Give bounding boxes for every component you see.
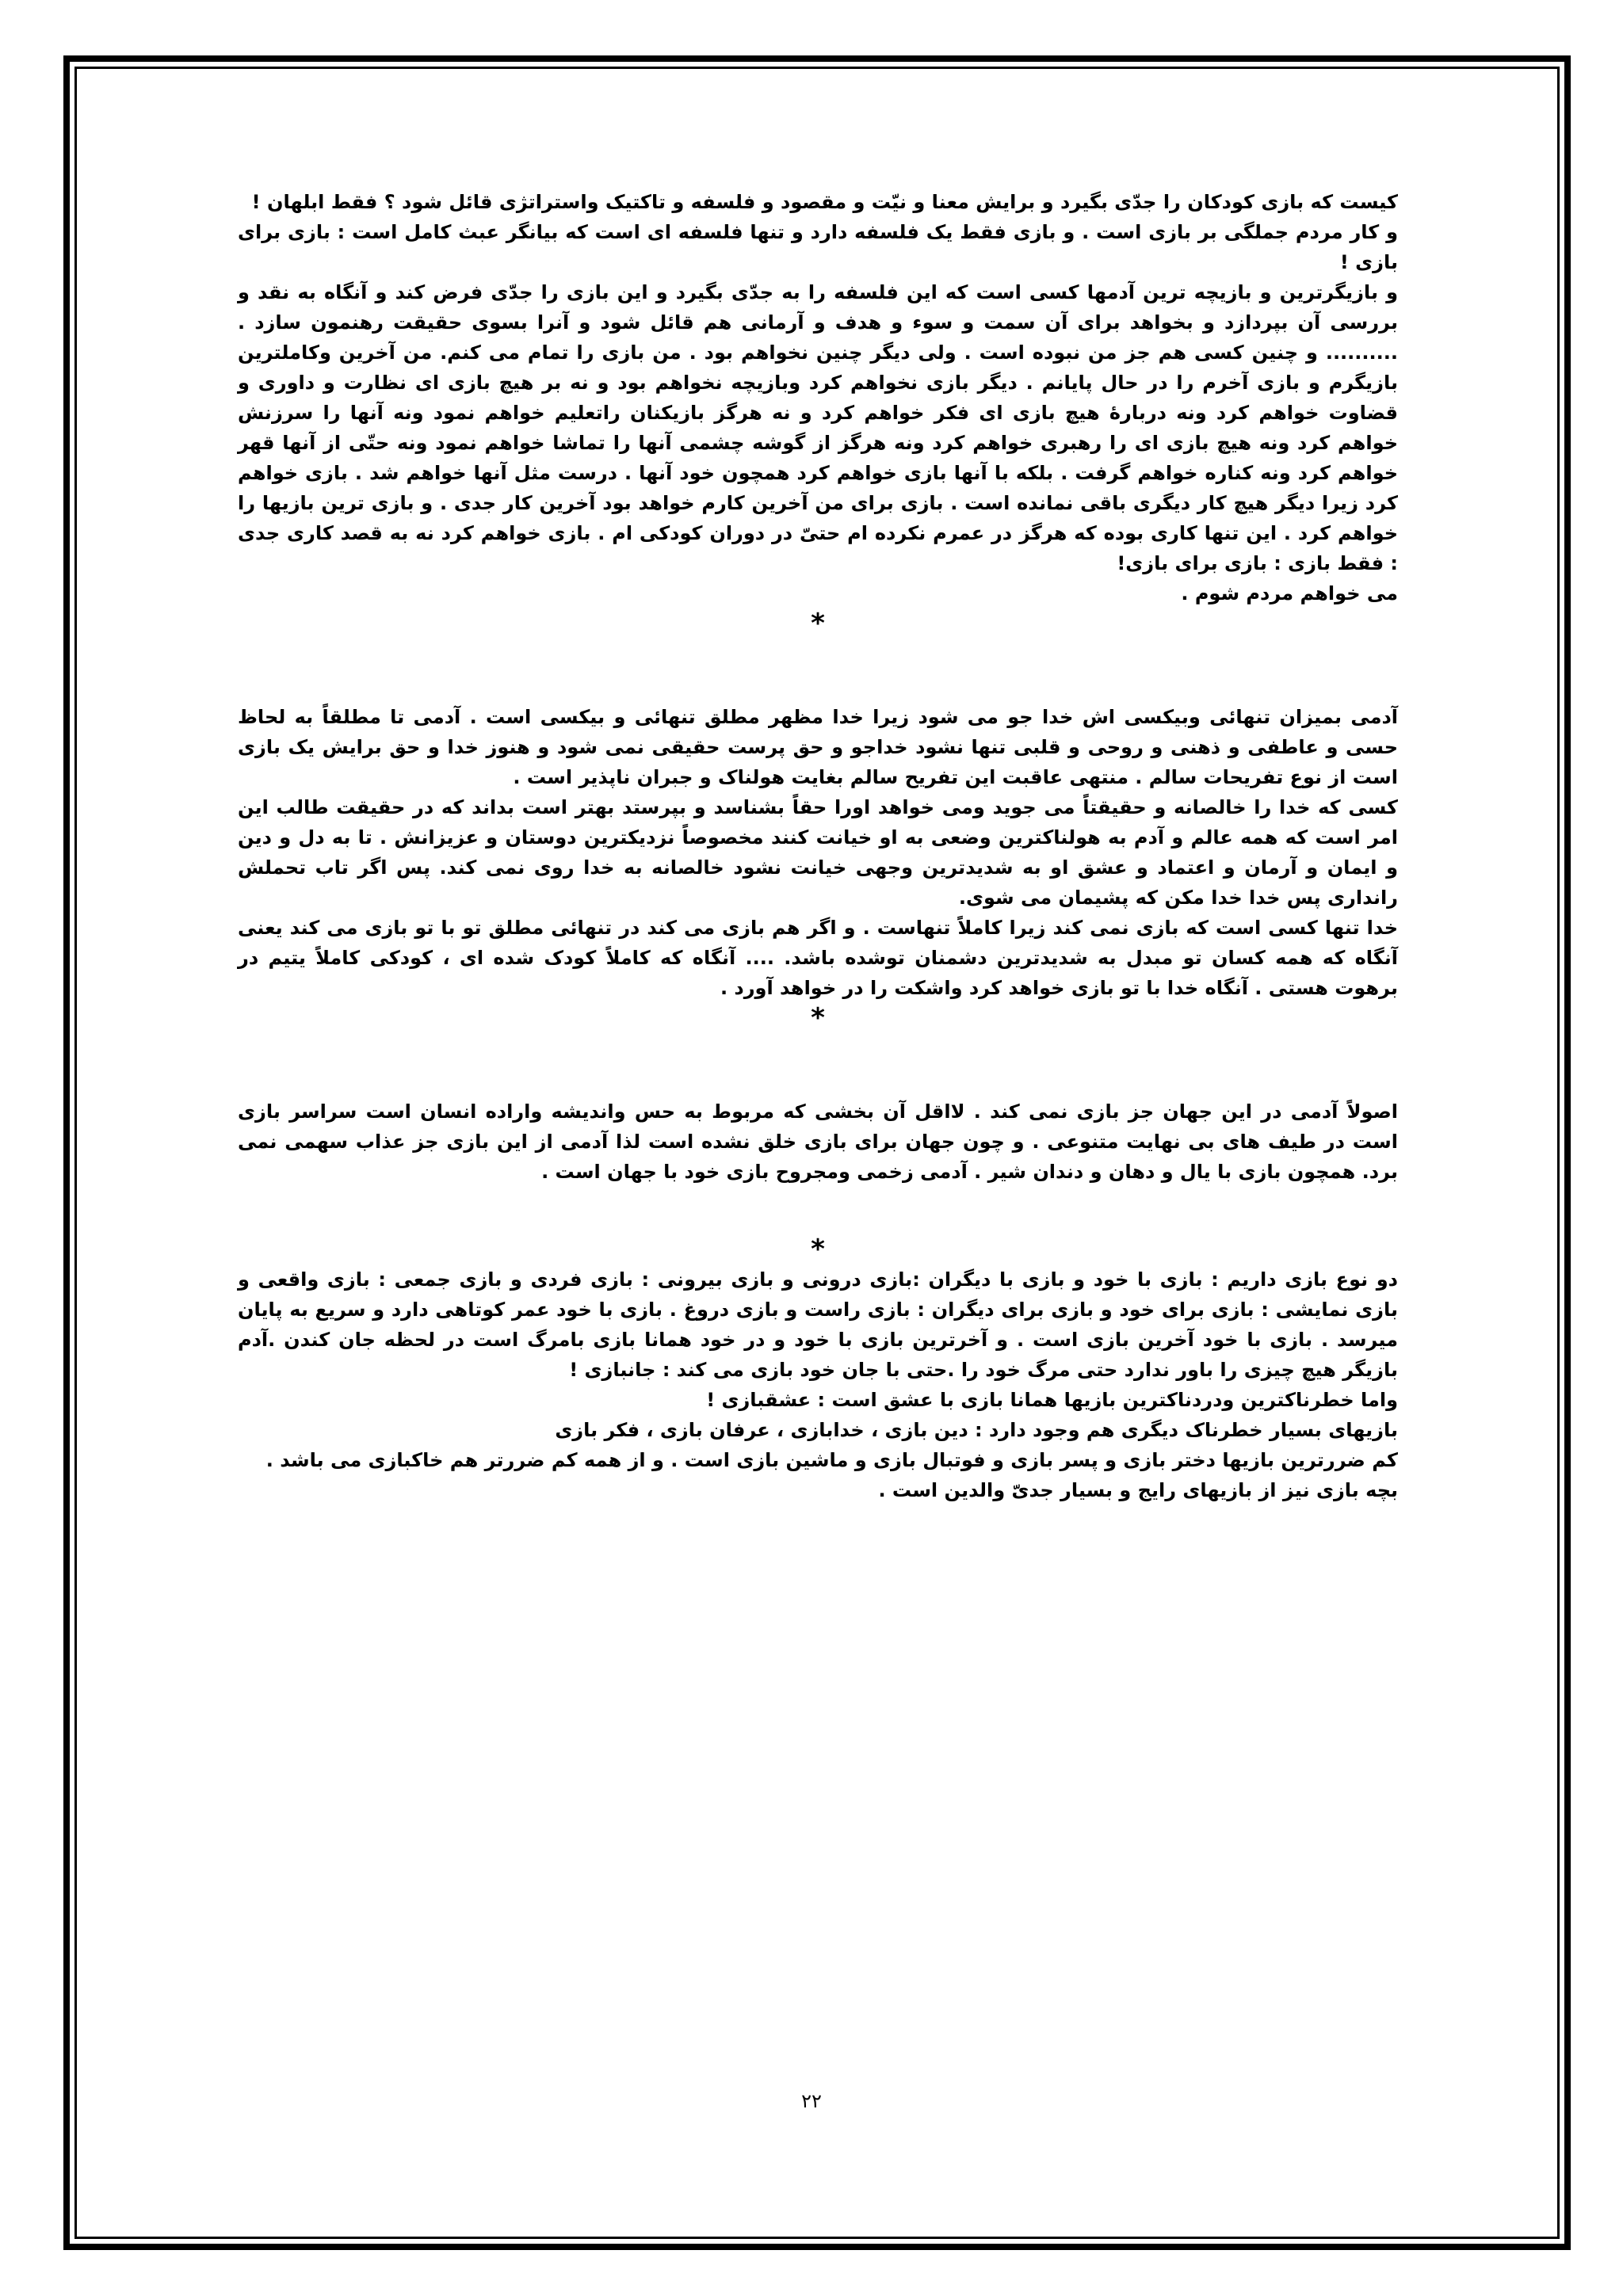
spacer [238, 1187, 1398, 1234]
page-number: ۲۲ [801, 2090, 822, 2112]
paragraph: می خواهم مردم شوم . [1181, 582, 1398, 605]
paragraph: آدمی بمیزان تنهائی وبیکسی اش خدا جو می شود زیرا خدا مظهر مطلق تنهائی و بیکسی است . آدمی تا مطلقاً به لحاظ حسی و عاطفی و ذهنی و روحی و قلبی تنها نشود خداجو و حق پرست حقیقی نمی شود و هنوز خدا و حق برایش یک بازی است از نوع تفریحات سالم . منتهی عاقبت این تفریح سالم بغایت هولناک و جبران ناپذیر است . [238, 706, 1398, 788]
section-separator: * [811, 608, 825, 639]
paragraph: دو نوع بازی داریم : بازی با خود و بازی با دیگران :بازی درونی و بازی بیرونی : بازی فردی و بازی جمعی : بازی واقعی و بازی نمایشی : بازی برای خود و بازی برای دیگران : بازی راست و بازی دروغ . بازی با خود عمر کوتاهی دارد و سریع به پایان میرسد . بازی با خود آخرین بازی است . و آخرترین بازی با خود و در خود همانا بازی بامرگ است در لحظه جان کندن .آدم بازیگر هیچ چیزی را باور ندارد حتی مرگ خود را .حتی با جان خود بازی می کند : جانبازی ! [238, 1268, 1398, 1381]
paragraph: خدا تنها کسی است که بازی نمی کند زیرا کاملاً تنهاست . و اگر هم بازی می کند در تنهائی مطلق تو با تو بازی می کند یعنی آنگاه که همه کسان تو مبدل به شدیدترین دشمنان توشده باشد. .... آنگاه که کاملاً کودک شده ای ، کودکی کاملاً یتیم در برهوت هستی . آنگاه خدا با تو بازی خواهد کرد واشکت را در خواهد آورد . [238, 917, 1398, 999]
paragraph: و کار مردم جملگی بر بازی است . و بازی فقط یک فلسفه دارد و تنها فلسفه ای است که بیانگر عبث کامل است : بازی برای بازی ! [238, 221, 1398, 273]
paragraph: کیست که بازی کودکان را جدّی بگیرد و برایش معنا و نیّت و مقصود و فلسفه و تاکتیک واستراتژی قائل شود ؟ فقط ابلهان ! [251, 191, 1398, 213]
section-separator: * [811, 1002, 825, 1034]
document-body [238, 187, 1398, 1505]
paragraph: کسی که خدا را خالصانه و حقیقتاً می جوید ومی خواهد اورا حقاً بشناسد و بپرستد بهتر است بداند که در حقیقت طالب این امر است که همه عالم و آدم به هولناکترین وضعی به او خیانت کنند مخصوصاً نزدیکترین دوستان و عزیزانش . تا به دل و دین و ایمان و آرمان و اعتماد و عشق او به شدیدترین وجهی خیانت نشود خالصانه به خدا روی نمی کند. پس اگر تاب تحملش رانداری پس خدا خدا مکن که پشیمان می شوی. [238, 796, 1398, 909]
section-separator: * [811, 1234, 825, 1265]
paragraph: و بازیگرترین و بازیچه ترین آدمها کسی است که این فلسفه را به جدّی بگیرد و این بازی را جدّی فرض کند و آنگاه به نقد و بررسی آن بپردازد و بخواهد برای آن سمت و سوء و هدف و آرمانی هم قائل شود و آنرا بسوی حقیقت رهنمون سازد . .......... و چنین کسی هم جز من نبوده است . ولی دیگر چنین نخواهم بود . من بازی را تمام می کنم. من آخرین وکاملترین بازیگرم و بازی آخرم را در حال پایانم . دیگر بازی نخواهم کرد وبازیچه نخواهم بود و نه بر هیچ بازی ای نظارت و داوری و قضاوت خواهم کرد ونه دربارۀ هیچ بازی ای فکر خواهم کرد و نه هرگز بازیکنان راتعلیم خواهم نمود ونه آنها را سرزنش خواهم کرد ونه هیچ بازی ای را رهبری خواهم کرد ونه هرگز از گوشه چشمی آنها را تماشا خواهم نمود ونه حتّی از آنها قهر خواهم کرد ونه کناره خواهم گرفت . بلکه با آنها بازی خواهم کرد همچون خود آنها . درست مثل آنها خواهم شد . بازی خواهم کرد زیرا دیگر هیچ کار دیگری باقی نمانده است . بازی برای من آخرین کارم خواهد بود آخرین کار جدی . و بازی ترین بازیها را خواهم کرد . این تنها کاری بوده که هرگز در عمرم نکرده ام حتیّ در دوران کودکی ام . بازی خواهم کرد نه به قصد کاری جدی : فقط بازی : بازی برای بازی! [238, 281, 1398, 574]
spacer [238, 639, 1398, 702]
paragraph: واما خطرناکترین ودردناکترین بازیها همانا بازی با عشق است : عشقبازی ! [706, 1389, 1398, 1411]
spacer [238, 1033, 1398, 1097]
paragraph: کم ضررترین بازیها دختر بازی و پسر بازی و فوتبال بازی و ماشین بازی است . و از همه کم ضررتر هم خاکبازی می باشد . [265, 1449, 1398, 1471]
paragraph: بازیهای بسیار خطرناک دیگری هم وجود دارد : دین بازی ، خدابازی ، عرفان بازی ، فکر بازی [555, 1419, 1398, 1441]
paragraph: اصولاً آدمی در این جهان جز بازی نمی کند . لااقل آن بخشی که مربوط به حس واندیشه واراده انسان است سراسر بازی است در طیف های بی نهایت متنوعی . و چون جهان برای بازی خلق نشده است لذا آدمی از این بازی جز عذاب سهمی نمی برد. همچون بازی با یال و دهان و دندان شیر . آدمی زخمی ومجروح بازی خود با جهان است . [238, 1100, 1398, 1183]
paragraph: بچه بازی نیز از بازیهای رایج و بسیار جدیّ والدین است . [878, 1479, 1398, 1501]
